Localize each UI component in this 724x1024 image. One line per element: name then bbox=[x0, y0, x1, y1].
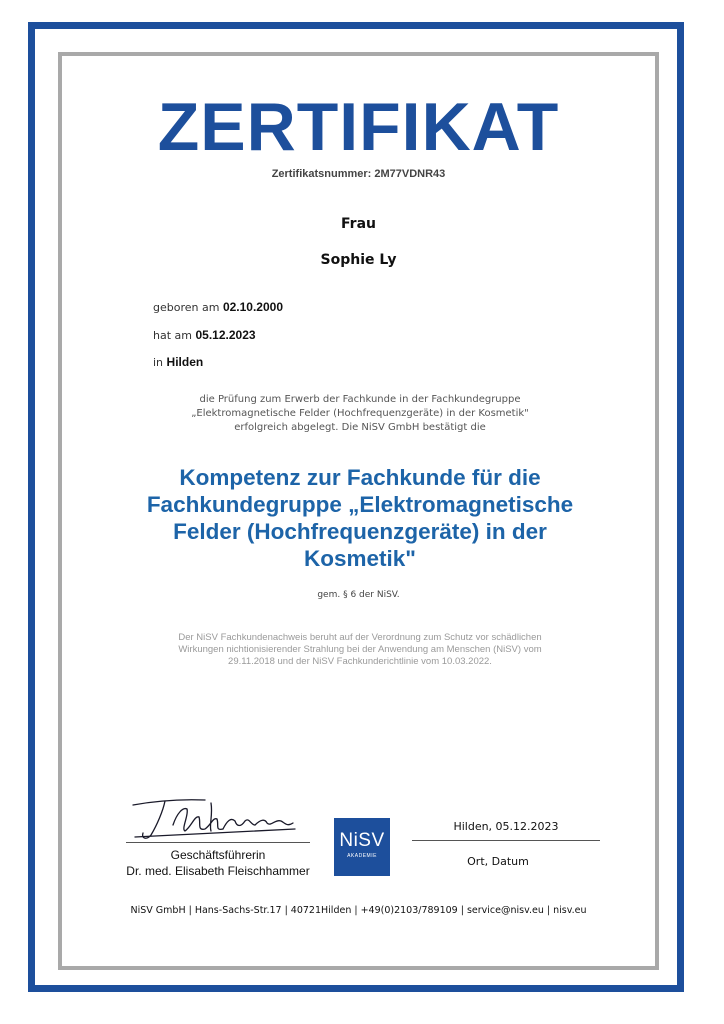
legal-line: 29.11.2018 und der NiSV Fachkunderichtlinie vom 10.03.2022. bbox=[228, 656, 492, 667]
birth-date-value: 02.10.2000 bbox=[222, 300, 283, 314]
competence-heading bbox=[100, 464, 620, 572]
birth-date-row bbox=[153, 300, 283, 314]
exam-place-label: in bbox=[153, 356, 164, 369]
logo-text: NiSV bbox=[339, 830, 385, 851]
exam-date-label: hat am bbox=[153, 329, 192, 342]
competence-line: Kosmetik" bbox=[304, 546, 416, 571]
legal-basis: gem. § 6 der NiSV. bbox=[317, 590, 400, 600]
signatory-name: Dr. med. Elisabeth Fleischhammer bbox=[126, 864, 310, 878]
place-date-label: Ort, Datum bbox=[467, 855, 529, 868]
logo-subtext: AKADEMIE bbox=[347, 853, 377, 859]
certificate-number: Zertifikatsnummer: 2M77VDNR43 bbox=[271, 168, 446, 180]
legal-line: Wirkungen nichtionisierender Strahlung bei der Anwendung am Menschen (NiSV) vom bbox=[178, 644, 542, 655]
footer-contact: NiSV GmbH | Hans-Sachs-Str.17 | 40721Hilden | +49(0)2103/789109 | service@nisv.eu | nisv.eu bbox=[130, 905, 587, 916]
nisv-akademie-logo bbox=[334, 818, 390, 876]
salutation: Frau bbox=[341, 216, 376, 232]
signatory-role: Geschäftsführerin bbox=[170, 848, 266, 862]
intro-line: erfolgreich abgelegt. Die NiSV GmbH bestätigt die bbox=[234, 422, 486, 433]
competence-line: Felder (Hochfrequenzgeräte) in der bbox=[173, 519, 547, 544]
handwritten-signature bbox=[125, 795, 315, 843]
exam-date-value: 05.12.2023 bbox=[195, 328, 256, 342]
recipient-name: Sophie Ly bbox=[320, 252, 397, 268]
intro-line: „Elektromagnetische Felder (Hochfrequenzgeräte) in der Kosmetik" bbox=[191, 408, 529, 419]
intro-text bbox=[150, 393, 570, 435]
place-date-value: Hilden, 05.12.2023 bbox=[453, 820, 559, 833]
exam-date-row bbox=[153, 328, 256, 342]
legal-note bbox=[125, 632, 595, 668]
legal-line: Der NiSV Fachkundenachweis beruht auf der Verordnung zum Schutz vor schädlichen bbox=[178, 632, 542, 643]
birth-date-label: geboren am bbox=[153, 301, 220, 314]
intro-line: die Prüfung zum Erwerb der Fachkunde in der Fachkundegruppe bbox=[199, 394, 521, 405]
competence-line: Fachkundegruppe „Elektromagnetische bbox=[146, 492, 574, 517]
exam-place-row bbox=[153, 355, 203, 369]
signature-line bbox=[126, 842, 310, 843]
certificate-title: ZERTIFIKAT bbox=[157, 89, 560, 165]
place-date-line bbox=[412, 840, 600, 841]
exam-place-value: Hilden bbox=[166, 355, 204, 369]
competence-line: Kompetenz zur Fachkunde für die bbox=[179, 465, 541, 490]
